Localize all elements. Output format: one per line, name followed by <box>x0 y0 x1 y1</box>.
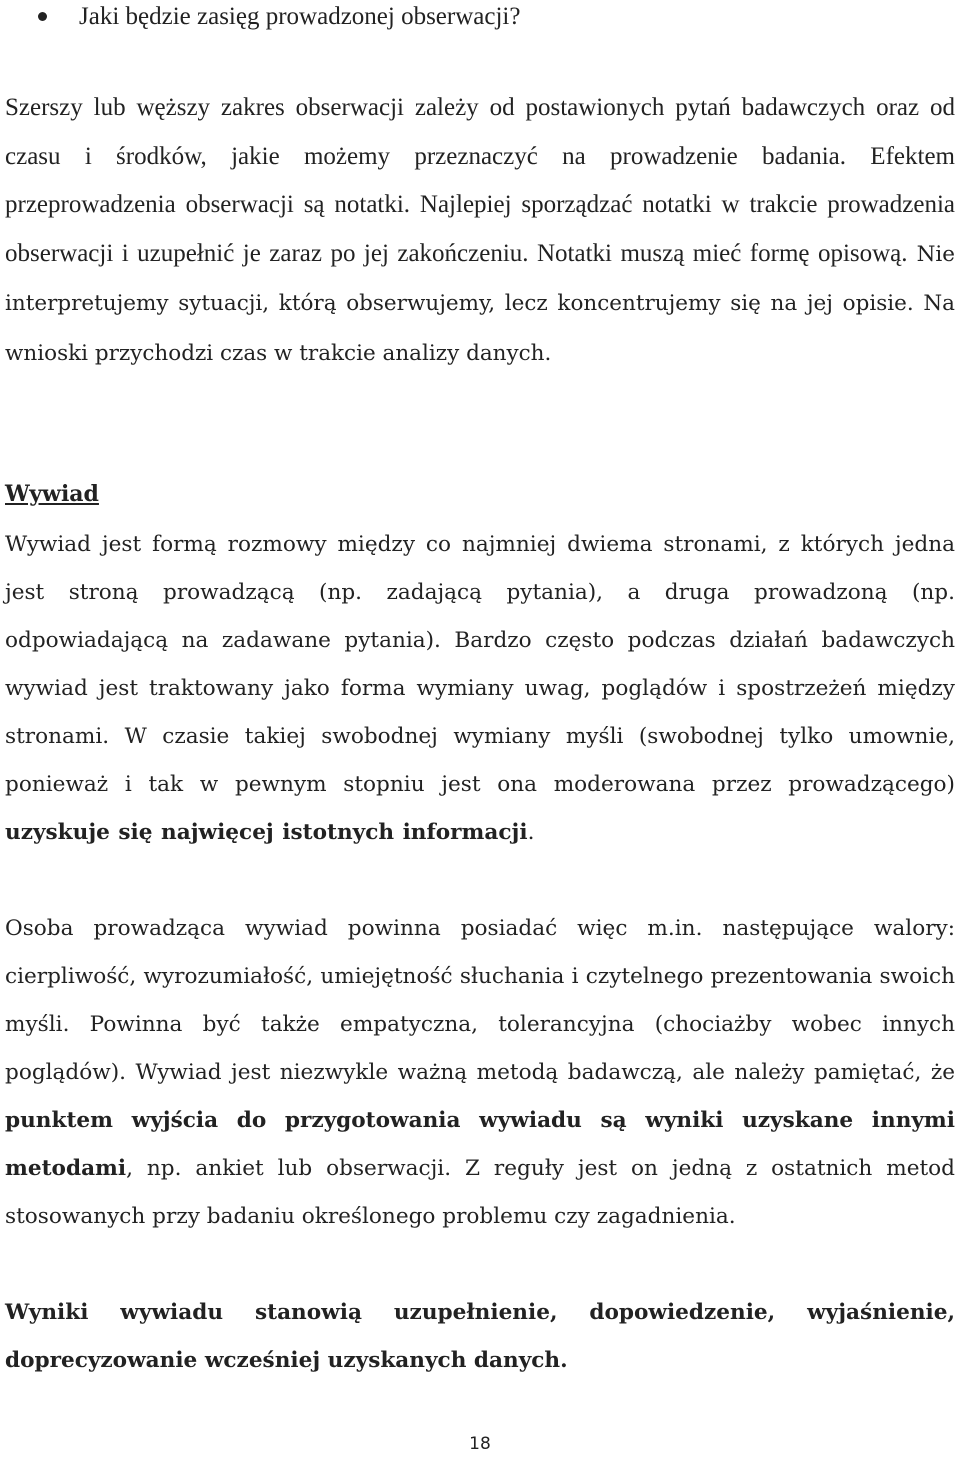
section-heading: Wywiad <box>5 481 99 507</box>
qualities-text: Osoba prowadząca wywiad powinna posiadać więc m.in. następujące walory: cierpliwość, wyrozumiałość, umiejętność słuchania i czytelnego prezentowania swoich myśli. Powinna być także empatyczna, tolerancyjna (chociażby wobec innych poglądów). Wywiad jest niezwykle ważną metodą badawczą, ale należy pamiętać, że <box>5 916 955 1085</box>
interview-definition-paragraph <box>5 521 955 857</box>
interview-text: Wywiad jest formą rozmowy między co najmniej dwiema stronami, z których jedna jest stroną prowadzącą (np. zadającą pytania), a druga prowadzoną (np. odpowiadającą na zadawane pytania). Bardzo często podczas działań badawczych wywiad jest traktowany jako forma wymiany uwag, poglądów i spostrzeżeń między stronami. W czasie takiej swobodnej wymiany myśli (swobodnej tylko umownie, ponieważ i tak w pewnym stopniu jest ona moderowana przez prowadzącego) <box>5 532 955 797</box>
bullet-dot-icon <box>38 12 47 21</box>
observation-text-continued: Nie interpretujemy sytuacji, którą obserwujemy, lecz koncentrujemy się na jej opisie. Na wnioski przychodzi czas w trakcie analizy danych. <box>5 241 956 366</box>
observation-paragraph <box>5 84 955 379</box>
page-number: 18 <box>469 1434 491 1454</box>
bullet-text: Jaki będzie zasięg prowadzonej obserwacji? <box>79 3 521 30</box>
bullet-list-item <box>0 0 960 36</box>
interview-emphasis: uzyskuje się najwięcej istotnych informacji <box>5 820 528 845</box>
interview-text-end: . <box>527 820 535 845</box>
qualities-text-end: , np. ankiet lub obserwacji. Z reguły jest on jedną z ostatnich metod stosowanych przy badaniu określonego problemu czy zagadnienia. <box>5 1156 955 1229</box>
qualities-emphasis: punktem wyjścia do przygotowania wywiadu są wyniki uzyskane innymi metodami <box>5 1108 955 1181</box>
results-paragraph: Wyniki wywiadu stanowią uzupełnienie, dopowiedzenie, wyjaśnienie, doprecyzowanie wcześniej uzyskanych danych. <box>5 1300 955 1373</box>
interviewer-qualities-paragraph <box>5 905 955 1241</box>
observation-text: Szerszy lub węższy zakres obserwacji zależy od postawionych pytań badawczych oraz od czasu i środków, jakie możemy przeznaczyć na prowadzenie badania. Efektem przeprowadzenia obserwacji są notatki. Najlepiej sporządzać notatki w trakcie prowadzenia obserwacji i uzupełnić je zaraz po jej zakończeniu. Notatki muszą mieć formę opisową. <box>5 94 955 267</box>
